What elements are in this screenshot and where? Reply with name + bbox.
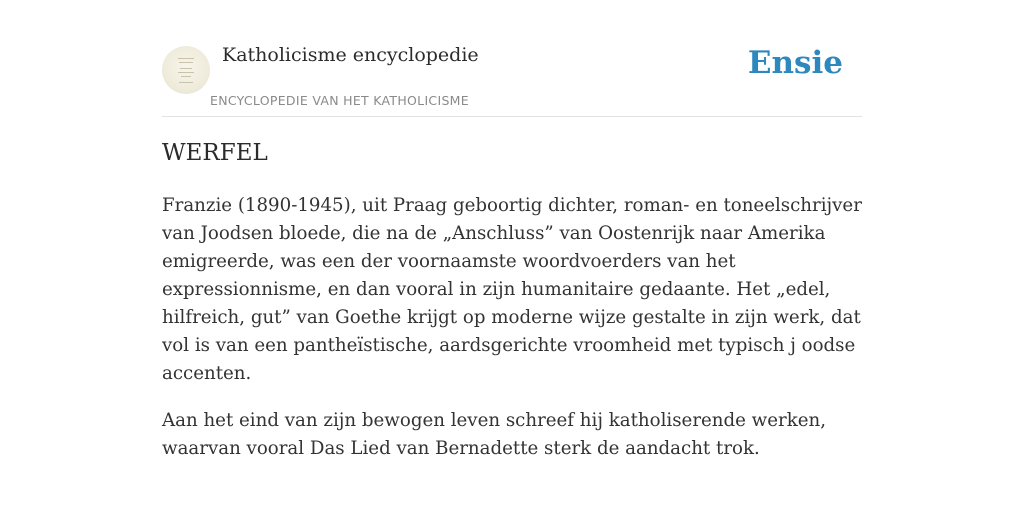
ensie-logo-link[interactable]: Ensie bbox=[747, 45, 843, 81]
site-header bbox=[162, 0, 862, 117]
entry-paragraph: Franzie (1890-1945), uit Praag geboortig dichter, roman- en toneelschrijver van Joodsen bloede, die na de „Anschluss” van Oostenrijk naar Amerika emigreerde, was een der voornaamste woordvoerders van het expressionnisme, en dan vooral in zijn humanitaire gedaante. Het „edel, hilfreich, gut” van Goethe krijgt op moderne wijze gestalte in zijn werk, dat vol is van een pantheïstische, aardsgerichte vroomheid met typisch j oodse accenten. bbox=[162, 195, 862, 384]
entry-body bbox=[162, 192, 862, 482]
entry-title: WERFEL bbox=[162, 140, 268, 166]
entry-paragraph: Aan het eind van zijn bewogen leven schreef hij katholiserende werken, waarvan vooral Das Lied van Bernadette sterk de aandacht trok. bbox=[162, 410, 826, 459]
content-container bbox=[162, 0, 862, 459]
book-cover-icon[interactable] bbox=[162, 46, 210, 94]
encyclopedia-title-link[interactable]: Katholicisme encyclopedie bbox=[222, 44, 479, 66]
encyclopedia-subtitle: ENCYCLOPEDIE VAN HET KATHOLICISME bbox=[210, 93, 469, 108]
